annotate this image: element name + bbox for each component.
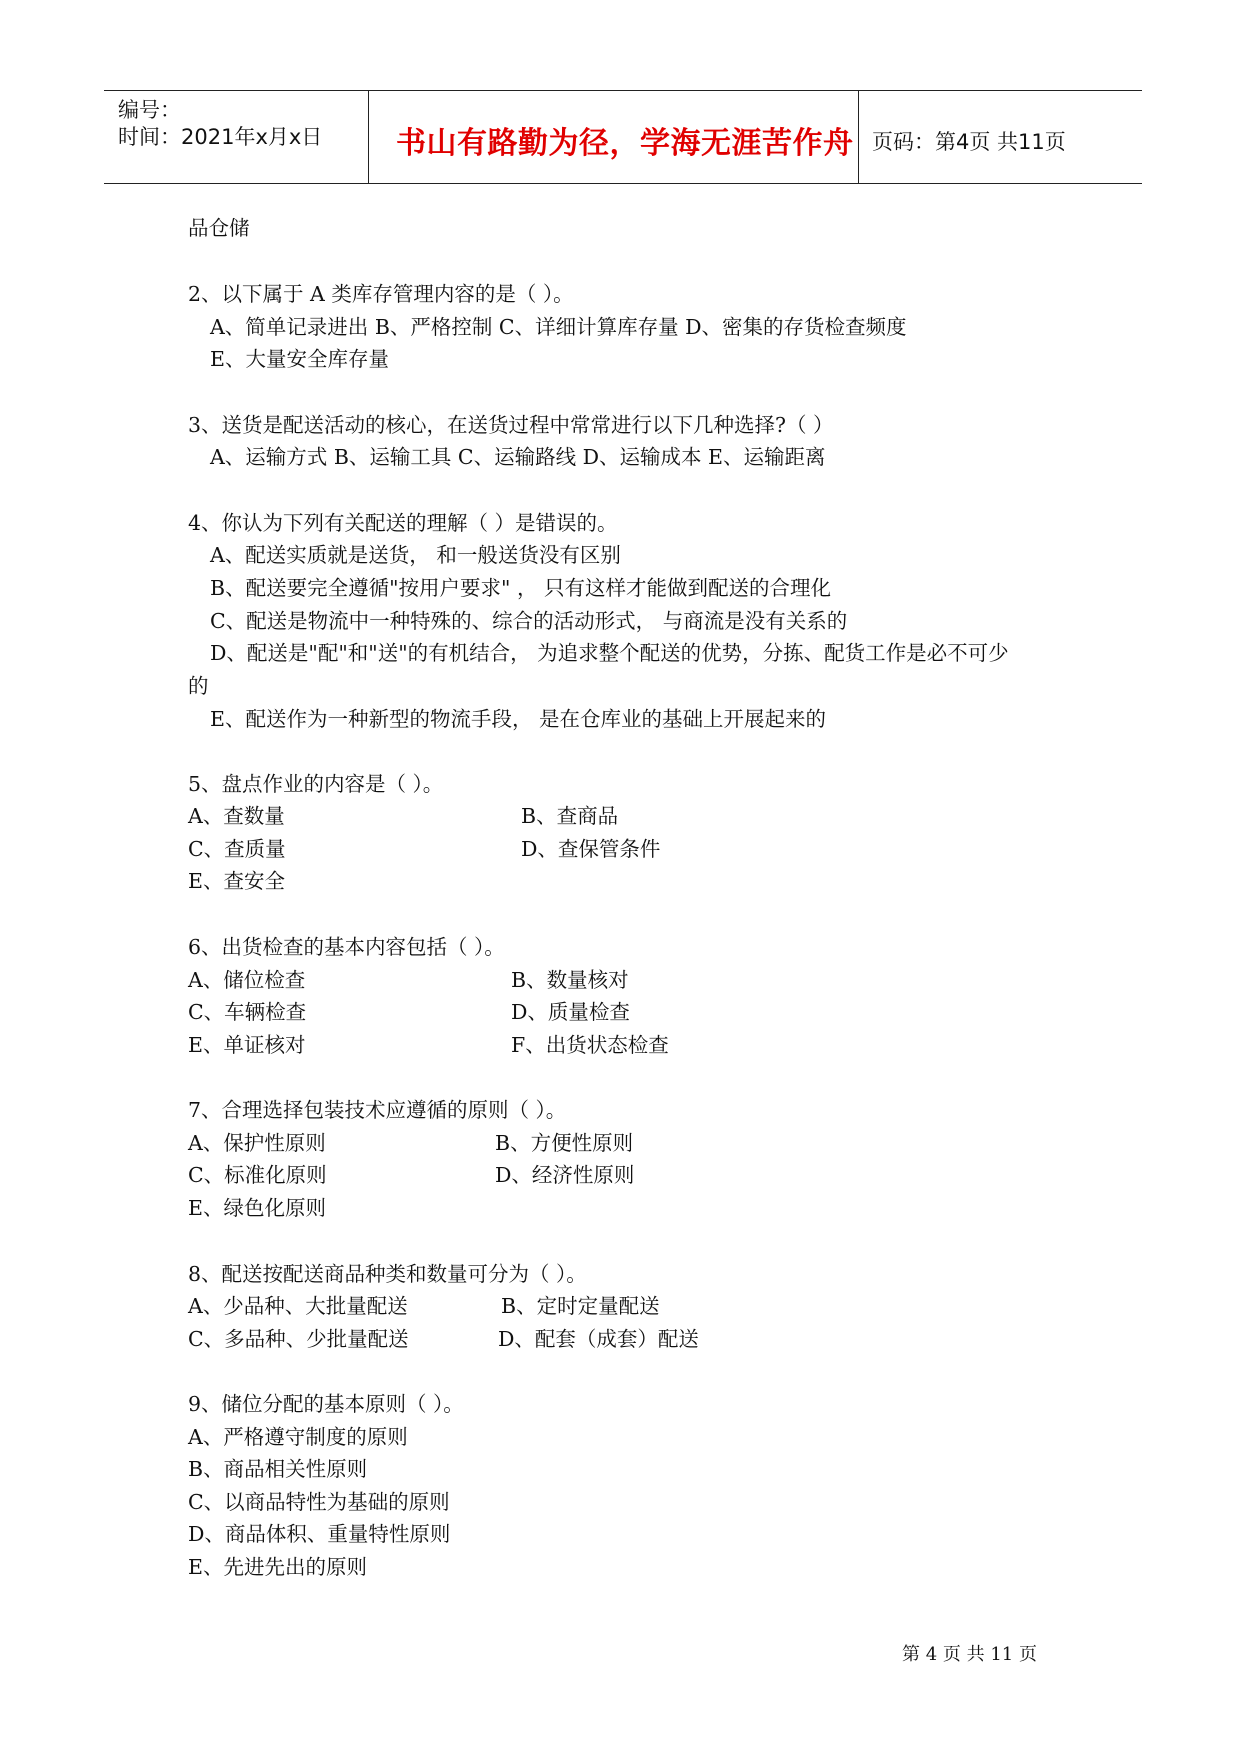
q8-option-c: C、多品种、少批量配送 [188, 1327, 409, 1351]
q9-stem: 9、储位分配的基本原则（ ）。 [188, 1392, 464, 1416]
q2-options-line2: E、大量安全库存量 [210, 347, 389, 371]
q6-option-e: E、单证核对 [188, 1033, 306, 1057]
q9-option-b: B、商品相关性原则 [188, 1457, 368, 1481]
q2-options-line1: A、简单记录进出 B、严格控制 C、详细计算库存量 D、密集的存货检查频度 [210, 315, 907, 339]
header-divider-left [368, 90, 369, 184]
q7-option-c: C、标准化原则 [188, 1163, 327, 1187]
q4-option-d: D、配送是"配"和"送"的有机结合， 为追求整个配送的优势，分拣、配货工作是必不可少 [210, 641, 1009, 665]
header-motto: 书山有路勤为径，学海无涯苦作舟 [396, 126, 854, 161]
q6-option-c: C、车辆检查 [188, 1000, 307, 1024]
header-page-label: 页码：第4页 共11页 [872, 130, 1066, 154]
q7-option-a: A、保护性原则 [188, 1131, 326, 1155]
page-footer: 第 4 页 共 11 页 [902, 1644, 1037, 1665]
q5-option-e: E、查安全 [188, 869, 285, 893]
q2-stem: 2、以下属于 A 类库存管理内容的是（ ）。 [188, 282, 574, 306]
q6-option-f: F、出货状态检查 [511, 1033, 669, 1057]
q9-option-c: C、以商品特性为基础的原则 [188, 1490, 450, 1514]
q4-option-c: C、配送是物流中一种特殊的、综合的活动形式， 与商流是没有关系的 [210, 609, 848, 633]
q6-option-b: B、数量核对 [511, 968, 629, 992]
q5-option-d: D、查保管条件 [521, 837, 661, 861]
q8-option-b: B、定时定量配送 [501, 1294, 660, 1318]
header-top-rule [104, 90, 1142, 91]
q6-option-d: D、质量检查 [511, 1000, 630, 1024]
q7-option-e: E、绿色化原则 [188, 1196, 326, 1220]
q8-stem: 8、配送按配送商品种类和数量可分为（ ）。 [188, 1262, 587, 1286]
q6-stem: 6、出货检查的基本内容包括（ ）。 [188, 935, 505, 959]
q3-options-line1: A、运输方式 B、运输工具 C、运输路线 D、运输成本 E、运输距离 [210, 445, 826, 469]
q5-option-b: B、查商品 [521, 804, 619, 828]
q4-stem: 4、你认为下列有关配送的理解（ ）是错误的。 [188, 511, 618, 535]
q6-option-a: A、储位检查 [188, 968, 306, 992]
header-time-label: 时间：2021年x月x日 [118, 125, 323, 149]
header-bottom-rule [104, 183, 1142, 184]
q8-option-a: A、少品种、大批量配送 [188, 1294, 408, 1318]
q5-option-c: C、查质量 [188, 837, 286, 861]
q4-option-a: A、配送实质就是送货， 和一般送货没有区别 [210, 543, 621, 567]
header-number-label: 编号： [118, 98, 181, 122]
q4-option-e: E、配送作为一种新型的物流手段， 是在仓库业的基础上开展起来的 [210, 707, 826, 731]
q9-option-e: E、先进先出的原则 [188, 1555, 367, 1579]
q4-option-b: B、配送要完全遵循"按用户要求" ， 只有这样才能做到配送的合理化 [210, 576, 831, 600]
q8-option-d: D、配套（成套）配送 [498, 1327, 699, 1351]
q5-option-a: A、查数量 [188, 804, 285, 828]
q3-stem: 3、送货是配送活动的核心，在送货过程中常常进行以下几种选择?（ ） [188, 413, 834, 437]
q7-option-b: B、方便性原则 [495, 1131, 634, 1155]
continued-text: 品仓储 [188, 216, 250, 240]
q7-option-d: D、经济性原则 [495, 1163, 635, 1187]
q5-stem: 5、盘点作业的内容是（ ）。 [188, 772, 444, 796]
q7-stem: 7、合理选择包装技术应遵循的原则（ ）。 [188, 1098, 567, 1122]
q9-option-a: A、严格遵守制度的原则 [188, 1425, 408, 1449]
header-divider-right [858, 90, 859, 184]
q4-option-d-continued: 的 [188, 674, 209, 698]
q9-option-d: D、商品体积、重量特性原则 [188, 1522, 451, 1546]
